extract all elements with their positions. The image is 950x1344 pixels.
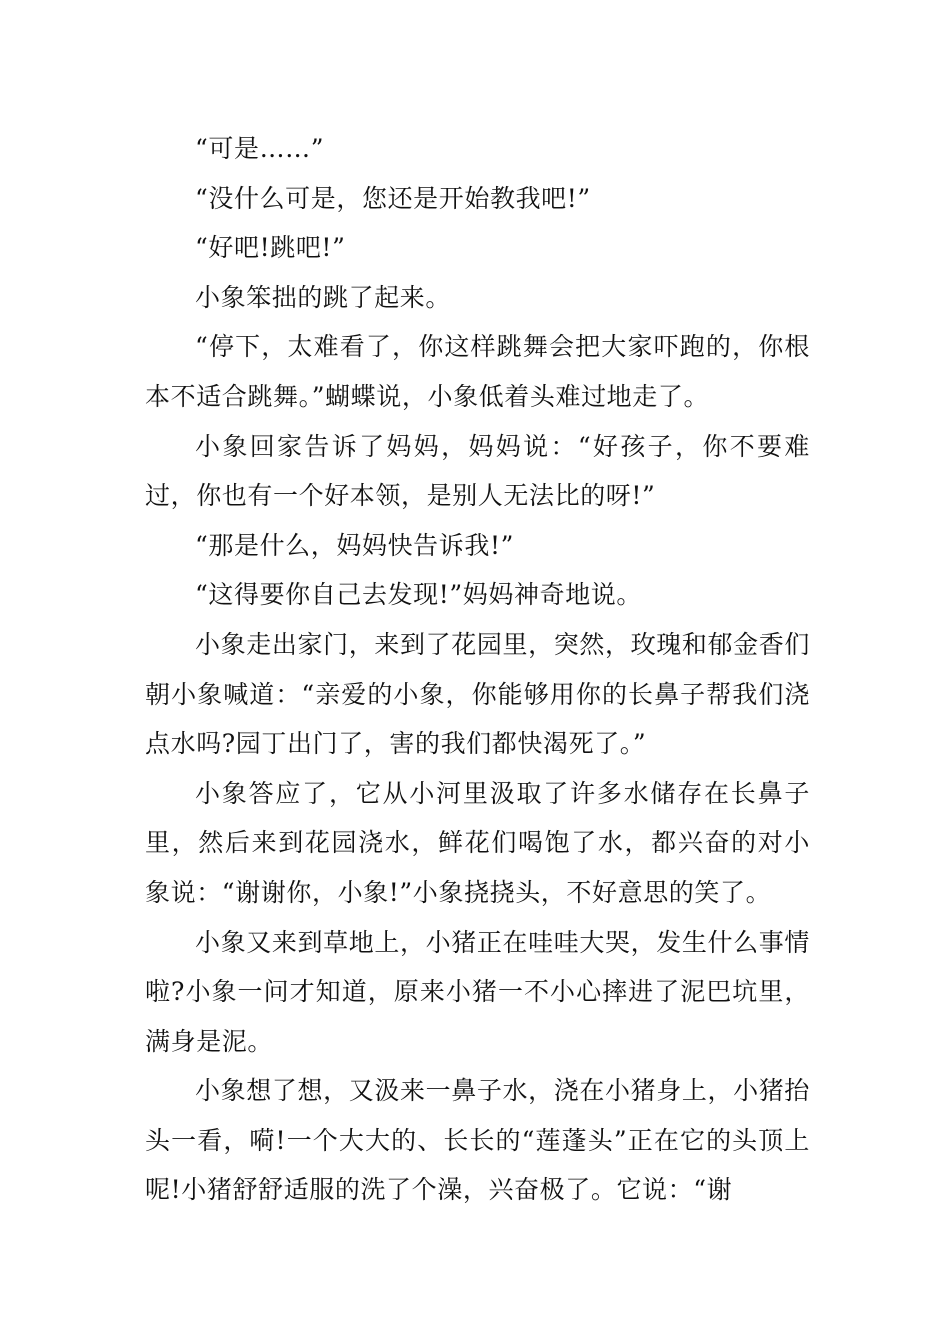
paragraph: 小象又来到草地上，小猪正在哇哇大哭，发生什么事情啦?小象一问才知道，原来小猪一不小心摔进了泥巴坑里，满身是泥。 bbox=[145, 927, 810, 1056]
paragraph: 小象笨拙的跳了起来。 bbox=[195, 282, 452, 312]
paragraph: 小象想了想，又汲来一鼻子水，浇在小猪身上，小猪抬头一看，嗬!一个大大的、长长的“莲蓬头”正在它的头顶上呢!小猪舒舒适服的洗了个澡，兴奋极了。它说：“谢 bbox=[145, 1076, 810, 1205]
paragraph: 小象答应了，它从小河里汲取了许多水储存在长鼻子里，然后来到花园浇水，鲜花们喝饱了水，都兴奋的对小象说：“谢谢你，小象!”小象挠挠头，不好意思的笑了。 bbox=[145, 778, 810, 907]
paragraph: “好吧!跳吧!” bbox=[195, 233, 346, 263]
paragraph: “可是……” bbox=[195, 134, 325, 163]
story-text-body bbox=[145, 124, 810, 1215]
paragraph: “没什么可是，您还是开始教我吧!” bbox=[195, 183, 591, 213]
paragraph: “这得要你自己去发现!”妈妈神奇地说。 bbox=[195, 580, 643, 610]
paragraph: 小象走出家门，来到了花园里，突然，玫瑰和郁金香们朝小象喊道：“亲爱的小象，你能够用你的长鼻子帮我们浇点水吗?园丁出门了，害的我们都快渴死了。” bbox=[145, 629, 810, 759]
paragraph: 小象回家告诉了妈妈，妈妈说：“好孩子，你不要难过，你也有一个好本领，是别人无法比的呀!” bbox=[145, 431, 810, 511]
paragraph: “那是什么，妈妈快告诉我!” bbox=[195, 530, 515, 560]
paragraph: “停下，太难看了，你这样跳舞会把大家吓跑的，你根本不适合跳舞。”蝴蝶说，小象低着头难过地走了。 bbox=[145, 332, 810, 411]
